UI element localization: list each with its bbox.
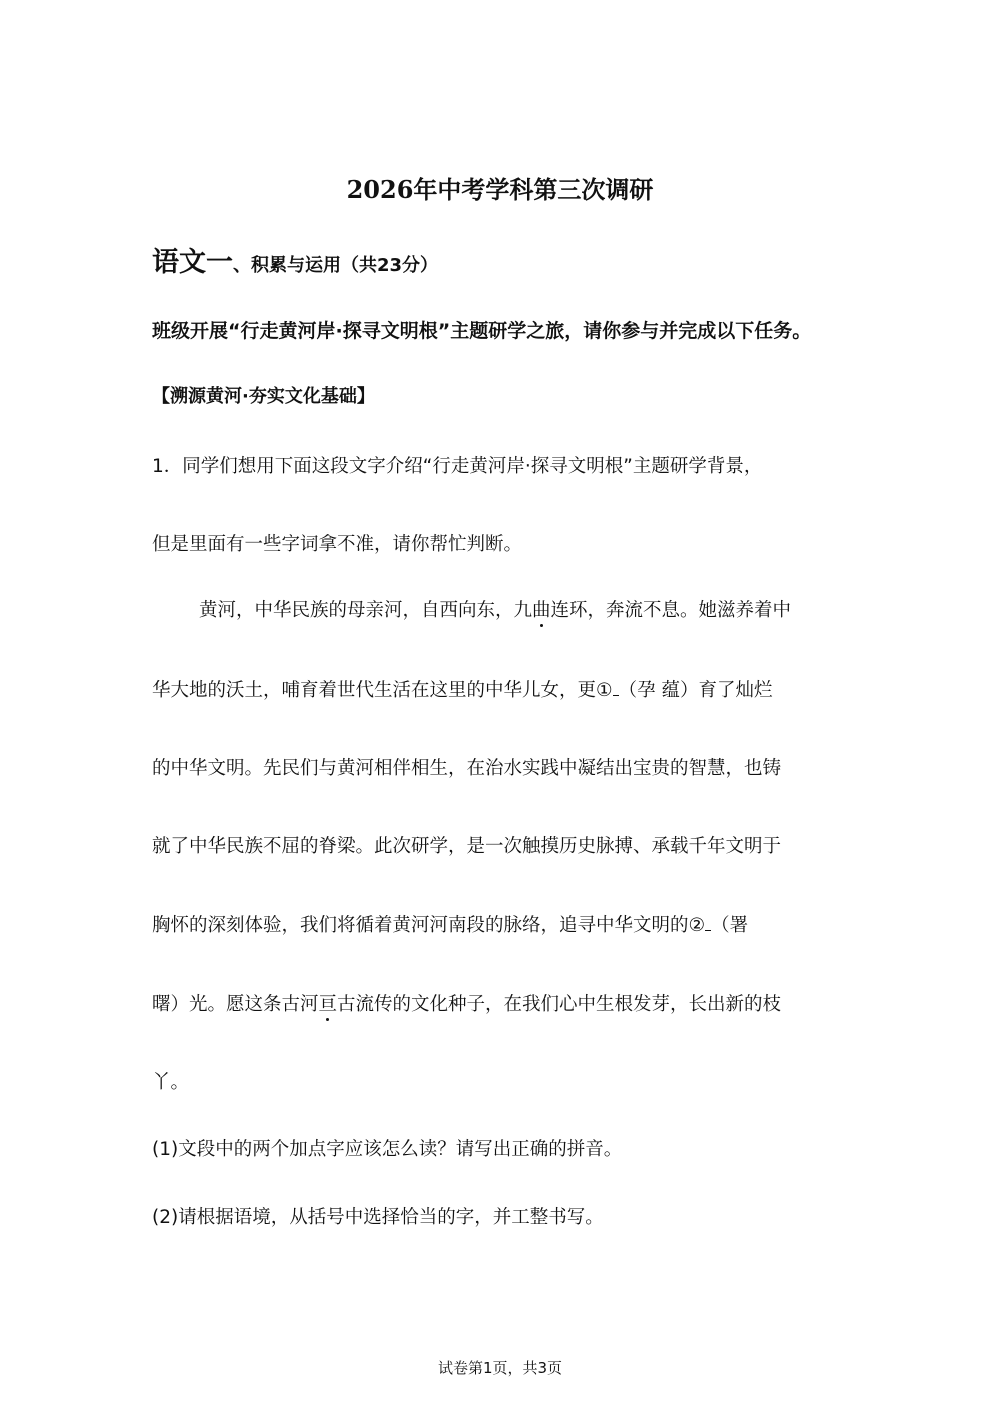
page-footer: 试卷第1页，共3页: [437, 1359, 563, 1377]
passage-line-7: 丫。: [152, 1072, 190, 1093]
passage-line-5: [152, 911, 748, 937]
page-title: 2026年中考学科第三次调研: [346, 175, 654, 204]
section-heading-subject: 语文一: [152, 247, 233, 278]
passage-line-4: 就了中华民族不屈的脊梁。此次研学，是一次触摸历史脉搏、承载千年文明于: [152, 836, 782, 857]
task-intro: 班级开展“行走黄河岸·探寻文明根”主题研学之旅，请你参与并完成以下任务。: [152, 320, 812, 342]
passage-line-3: 的中华文明。先民们与黄河相伴相生，在治水实践中凝结出宝贵的智慧，也铸: [152, 758, 782, 779]
passage-line-6: [152, 990, 781, 1016]
passage-text: （署: [711, 915, 749, 936]
sub-question-2: (2)请根据语境，从括号中选择恰当的字，并工整书写。: [152, 1207, 604, 1228]
passage-text: 胸怀的深刻体验，我们将循着黄河河南段的脉络，追寻中华文明的②: [152, 915, 706, 936]
dotted-character: 曲: [532, 600, 551, 621]
passage-text: 连环，奔流不息。她滋养着中: [550, 600, 792, 621]
passage-text: 华大地的沃土，哺育着世代生活在这里的中华儿女，更①: [152, 680, 613, 701]
passage-line-2: [152, 676, 772, 702]
sub-question-1: (1)文段中的两个加点字应该怎么读？请写出正确的拼音。: [152, 1139, 623, 1160]
passage-line-1: [199, 596, 791, 622]
question-1-line-2: 但是里面有一些字词拿不准，请你帮忙判断。: [152, 534, 523, 555]
passage-text: 曙）光。愿这条古河: [152, 994, 319, 1015]
passage-text: 黄河，中华民族的母亲河，自西向东，九: [199, 600, 533, 621]
section-heading-part: 、积累与运用（共23分）: [233, 255, 439, 276]
section-heading: [152, 240, 438, 279]
passage-text: 古流传的文化种子，在我们心中生根发芽，长出新的枝: [337, 994, 782, 1015]
question-1-line-1: 1．同学们想用下面这段文字介绍“行走黄河岸·探寻文明根”主题研学背景，: [152, 456, 763, 477]
passage-text: （孕 蕴）育了灿烂: [618, 680, 773, 701]
task-subheading: 【溯源黄河·夯实文化基础】: [152, 386, 375, 407]
dotted-character: 亘: [318, 994, 338, 1015]
